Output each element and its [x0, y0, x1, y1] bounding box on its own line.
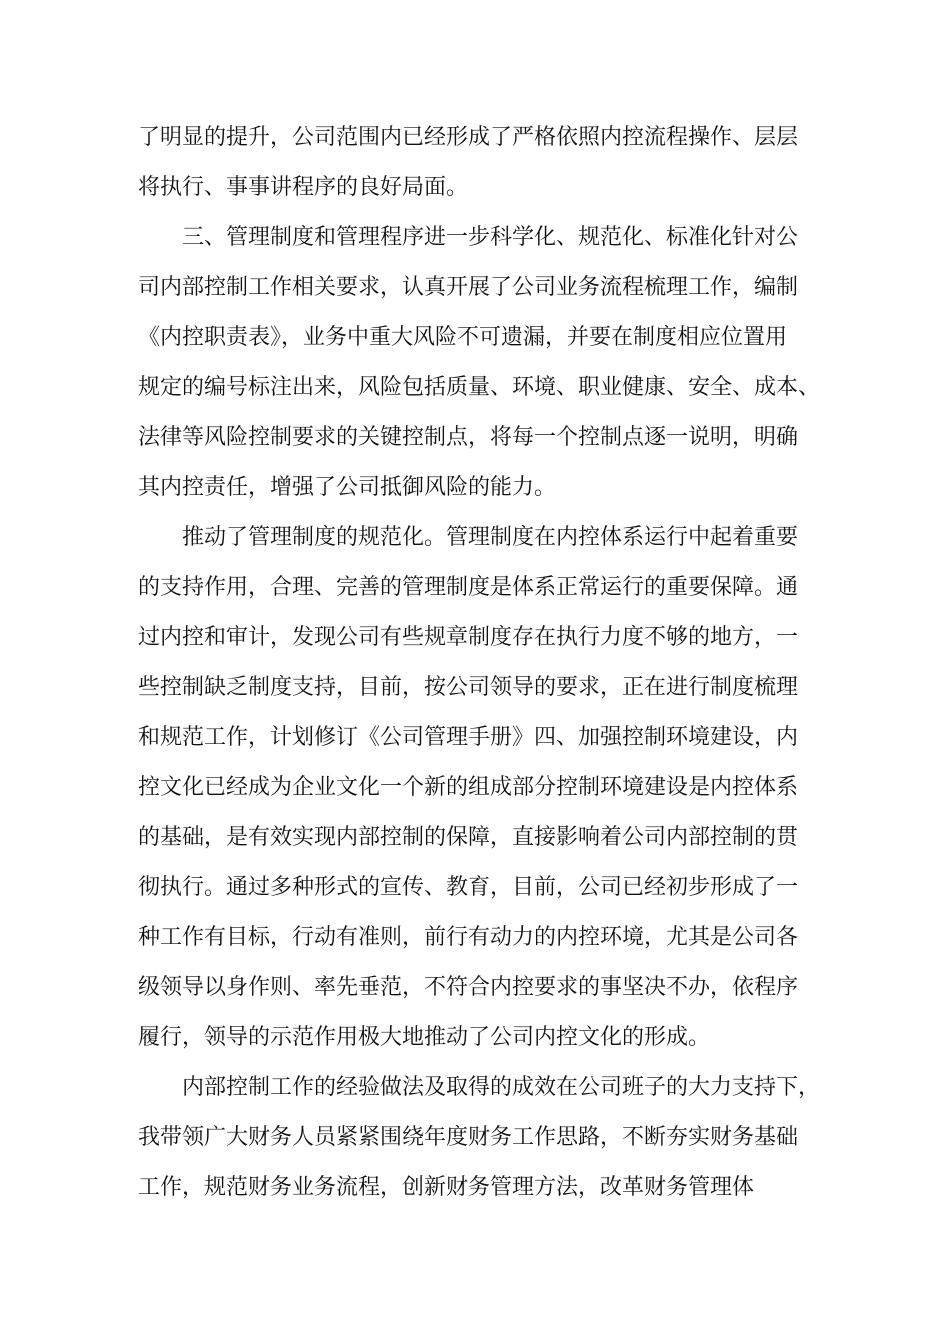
text-line: 其内控责任，增强了公司抵御风险的能力。	[138, 475, 557, 500]
text-line: 的支持作用，合理、完善的管理制度是体系正常运行的重要保障。通	[138, 575, 799, 600]
text-line: 的基础，是有效实现内部控制的保障，直接影响着公司内部控制的贯	[138, 825, 799, 850]
text-line: 履行，领导的示范作用极大地推动了公司内控文化的形成。	[138, 1025, 711, 1050]
text-line: 控文化已经成为企业文化一个新的组成部分控制环境建设是内控体系	[138, 775, 799, 800]
text-line: 《内控职责表》，业务中重大风险不可遗漏，并要在制度相应位置用	[138, 325, 788, 350]
text-line: 三、管理制度和管理程序进一步科学化、规范化、标准化针对公	[182, 225, 799, 250]
document-body	[138, 113, 838, 1213]
text-line: 推动了管理制度的规范化。管理制度在内控体系运行中起着重要	[182, 525, 799, 550]
paragraph	[138, 513, 838, 1063]
text-line: 过内控和审计，发现公司有些规章制度存在执行力度不够的地方，一	[138, 625, 799, 650]
paragraph	[138, 213, 838, 513]
text-line: 规定的编号标注出来，风险包括质量、环境、职业健康、安全、成本、	[138, 375, 821, 400]
text-line: 了明显的提升，公司范围内已经形成了严格依照内控流程操作、层层	[138, 125, 799, 150]
text-line: 种工作有目标，行动有准则，前行有动力的内控环境，尤其是公司各	[138, 925, 799, 950]
paragraph	[138, 1063, 838, 1213]
text-line: 将执行、事事讲程序的良好局面。	[138, 175, 469, 200]
text-line: 和规范工作，计划修订《公司管理手册》四、加强控制环境建设，内	[138, 725, 799, 750]
text-line: 彻执行。通过多种形式的宣传、教育，目前，公司已经初步形成了一	[138, 875, 799, 900]
paragraph	[138, 113, 838, 213]
text-line: 些控制缺乏制度支持，目前，按公司领导的要求，正在进行制度梳理	[138, 675, 799, 700]
text-line: 法律等风险控制要求的关键控制点，将每一个控制点逐一说明，明确	[138, 425, 799, 450]
text-line: 内部控制工作的经验做法及取得的成效在公司班子的大力支持下，	[182, 1075, 821, 1100]
text-line: 级领导以身作则、率先垂范，不符合内控要求的事坚决不办，依程序	[138, 975, 799, 1000]
text-line: 工作，规范财务业务流程，创新财务管理方法，改革财务管理体	[138, 1175, 755, 1200]
text-line: 我带领广大财务人员紧紧围绕年度财务工作思路，不断夯实财务基础	[138, 1125, 799, 1150]
text-line: 司内部控制工作相关要求，认真开展了公司业务流程梳理工作，编制	[138, 275, 799, 300]
